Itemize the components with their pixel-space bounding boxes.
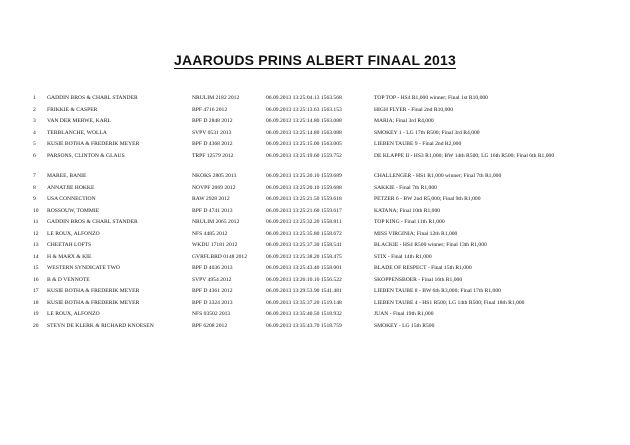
position-number: 20 — [33, 322, 39, 329]
position-number: 7 — [33, 173, 36, 179]
bird-prizes: SMOKEY - LG 15th R500 — [374, 322, 435, 329]
ring-number: BPF D 2848 2012 — [192, 118, 233, 124]
fancier-name: LE ROUX, ALFONZO — [47, 230, 100, 237]
ring-number: NRULIM 2065 2012 — [192, 219, 240, 225]
result-row — [33, 173, 623, 185]
position-number: 1 — [33, 95, 36, 101]
arrival-time-velocity: 06.09.2013 13:25:13.63 1563.153 — [266, 106, 342, 113]
position-number: 4 — [33, 129, 36, 136]
ring-number: BPF D 4368 2012 — [192, 141, 233, 147]
result-row — [33, 95, 623, 107]
fancier-name: TERBLANCHE, WOLLA — [47, 129, 107, 136]
ring-number: BPF D 4741 2013 — [192, 207, 233, 214]
arrival-time-velocity: 06.09.2013 13:25:21.50 1559.618 — [266, 196, 342, 202]
ring-number: RAW 2928 2012 — [192, 196, 230, 202]
bird-prizes: MARIA; Final 3rd R4,000 — [374, 118, 434, 124]
fancier-name: VAN DER MERWE, KARL — [47, 118, 111, 124]
fancier-name: PARSONS, CLINTON & GLAUS — [47, 152, 125, 159]
result-row — [33, 219, 623, 231]
result-row — [33, 242, 623, 254]
arrival-time-velocity: 06.09.2013 13:25:43.40 1558.001 — [266, 265, 342, 271]
fancier-name: ANNATJIE HOKKE — [47, 184, 95, 191]
arrival-time-velocity: 06.09.2013 13:35:43.70 1518.759 — [266, 322, 342, 329]
bird-prizes: SMOKEY 1 - LG 17th R500; Final 3rd R4,000 — [374, 129, 480, 136]
position-number: 10 — [33, 207, 39, 214]
bird-prizes: LIEBEN TAUBE 9 - Final 2nd R2,000 — [374, 141, 462, 147]
bird-prizes: SKOPPENSBOER - Final 16th R1,000 — [374, 276, 463, 283]
results-list — [33, 95, 623, 334]
fancier-name: LE ROUX, ALFONZO — [47, 311, 100, 317]
result-row — [33, 141, 623, 153]
ring-number: GVRFLBRD 0148 2012 — [192, 253, 248, 260]
ring-number: NOVPF 2069 2012 — [192, 184, 236, 191]
ring-number: NRULIM 2182 2012 — [192, 95, 240, 101]
position-number: 9 — [33, 196, 36, 202]
fancier-name: ROSSOUW, TOMMIE — [47, 207, 100, 214]
position-number: 12 — [33, 230, 39, 237]
arrival-time-velocity: 06.09.2013 13:35:40.50 1518.932 — [266, 311, 342, 317]
arrival-time-velocity: 06.09.2013 13:25:37.30 1558.541 — [266, 242, 342, 248]
fancier-name: H & MARX & KIE — [47, 253, 92, 260]
result-row — [33, 153, 623, 174]
fancier-name: GADDIN BROS & CHARL STANDER — [47, 219, 138, 225]
bird-prizes: TOP TOP - HS4 R1,000 winner; Final 1st R10,000 — [374, 95, 488, 101]
ring-number: WKDU 17181 2012 — [192, 242, 238, 248]
result-row — [33, 277, 623, 289]
ring-number: BPF D 4361 2012 — [192, 288, 233, 294]
fancier-name: FRIKKIE & CASPER — [47, 106, 98, 113]
position-number: 2 — [33, 106, 36, 113]
arrival-time-velocity: 06.09.2013 13:25:14.80 1563.088 — [266, 129, 342, 136]
ring-number: BPF D 4036 2013 — [192, 265, 233, 271]
arrival-time-velocity: 06.09.2013 13:25:20.10 1559.688 — [266, 184, 342, 191]
arrival-time-velocity: 06.09.2013 13:25:21.60 1559.617 — [266, 207, 342, 214]
ring-number: SVPV 4954 2012 — [192, 276, 232, 283]
result-row — [33, 323, 623, 335]
fancier-name: KUSIE BOTHA & FREDERIK MEYER — [47, 299, 140, 306]
arrival-time-velocity: 06.09.2013 13:25:32.20 1558.811 — [266, 219, 342, 225]
bird-prizes: BLADE OF RESPECT - Final 15th R1,000 — [374, 265, 472, 271]
ring-number: BPF D 3324 2013 — [192, 299, 233, 306]
result-row — [33, 107, 623, 119]
arrival-time-velocity: 06.09.2013 13:25:14.80 1563.088 — [266, 118, 342, 124]
ring-number: BPF 4716 2012 — [192, 106, 228, 113]
arrival-time-velocity: 06.09.2013 13:25:35.80 1558.672 — [266, 230, 342, 237]
position-number: 14 — [33, 253, 39, 260]
fancier-name: MAREE, BANIE — [47, 173, 87, 179]
page-title-text: JAAROUDS PRINS ALBERT FINAAL 2013 — [174, 52, 456, 68]
bird-prizes: JUAN - Final 19th R1,000 — [374, 311, 434, 317]
position-number: 13 — [33, 242, 39, 248]
result-row — [33, 130, 623, 142]
ring-number: SVPV 0531 2013 — [192, 129, 232, 136]
result-row — [33, 118, 623, 130]
fancier-name: STEYN DE KLERK & RICHARD KNOESEN — [47, 322, 154, 329]
arrival-time-velocity: 06.09.2013 13:29:53.90 1541.481 — [266, 288, 342, 294]
position-number: 5 — [33, 141, 36, 147]
position-number: 18 — [33, 299, 39, 306]
bird-prizes: STIX - Final 14th R1,000 — [374, 253, 432, 260]
position-number: 11 — [33, 219, 39, 225]
arrival-time-velocity: 06.09.2013 13:25:38.20 1558.475 — [266, 253, 342, 260]
arrival-time-velocity: 06.09.2013 13:25:20.10 1559.689 — [266, 173, 342, 179]
result-row — [33, 185, 623, 197]
fancier-name: B & D VENNOTE — [47, 276, 90, 283]
bird-prizes: HIGH FLYER - Final 2nd R10,000 — [374, 106, 453, 113]
bird-prizes: SAKKIE - Final 7th R1,000 — [374, 184, 437, 191]
page-title — [0, 52, 630, 68]
ring-number: TRPF 12579 2012 — [192, 152, 234, 159]
result-row — [33, 254, 623, 266]
fancier-name: WESTERN SYNDICATE TWO — [47, 265, 120, 271]
ring-number: BPF 6208 2012 — [192, 322, 228, 329]
position-number: 17 — [33, 288, 39, 294]
result-row — [33, 311, 623, 323]
arrival-time-velocity: 06.09.2013 13:25:15.00 1563.005 — [266, 141, 342, 147]
ring-number: NKOKS 2805 2013 — [192, 173, 237, 179]
arrival-time-velocity: 06.09.2013 13:25:04.13 1563.568 — [266, 95, 342, 101]
fancier-name: USA CONNECTION — [47, 196, 96, 202]
bird-prizes: PETZER 6 - BW 2nd R5,000; Final 9th R1,000 — [374, 196, 481, 202]
arrival-time-velocity: 06.09.2013 13:26:10.10 1556.522 — [266, 276, 342, 283]
result-row — [33, 196, 623, 208]
bird-prizes: CHALLENGER - HS1 R1,000 winner; Final 7th R1,000 — [374, 173, 502, 179]
position-number: 3 — [33, 118, 36, 124]
fancier-name: KUSIE BOTHA & FREDERIK MEYER — [47, 288, 140, 294]
position-number: 15 — [33, 265, 39, 271]
result-row — [33, 300, 623, 312]
result-row — [33, 231, 623, 243]
position-number: 16 — [33, 276, 39, 283]
fancier-name: GADDIN BROS & CHARL STANDER — [47, 95, 138, 101]
bird-prizes: KATANA; Final 10th R1,000 — [374, 207, 441, 214]
bird-prizes: MISS VIRGINIA; Final 12th R1,000 — [374, 230, 458, 237]
bird-prizes: LIEBEN TAUBE 8 - BW 6th R3,000; Final 17th R1,000 — [374, 288, 501, 294]
result-row — [33, 208, 623, 220]
position-number: 6 — [33, 152, 36, 159]
fancier-name: KUSIE BOTHA & FREDERIK MEYER — [47, 141, 140, 147]
bird-prizes: LIEBEN TAUBE 4 - HS1 R500; LG 14th R500; Final 18th R1,000 — [374, 299, 525, 306]
ring-number: NFS 4485 2012 — [192, 230, 228, 237]
arrival-time-velocity: 06.09.2013 13:35:37.20 1519.148 — [266, 299, 342, 306]
result-row — [33, 288, 623, 300]
bird-prizes: BLACKIE - HS4 R500 winner; Final 13th R1,000 — [374, 242, 487, 248]
bird-prizes: DE KLAPPE II - HS3 R1,000; BW 14th R500; LG 16th R500; Final 6th R1,000 — [374, 152, 555, 159]
position-number: 19 — [33, 311, 39, 317]
fancier-name: CHEETAH LOFTS — [47, 242, 92, 248]
arrival-time-velocity: 06.09.2013 13:25:19.60 1559.752 — [266, 152, 342, 159]
position-number: 8 — [33, 184, 36, 191]
bird-prizes: TOP KING - Final 11th R1,000 — [374, 219, 445, 225]
ring-number: NFS 03502 2013 — [192, 311, 231, 317]
result-row — [33, 265, 623, 277]
